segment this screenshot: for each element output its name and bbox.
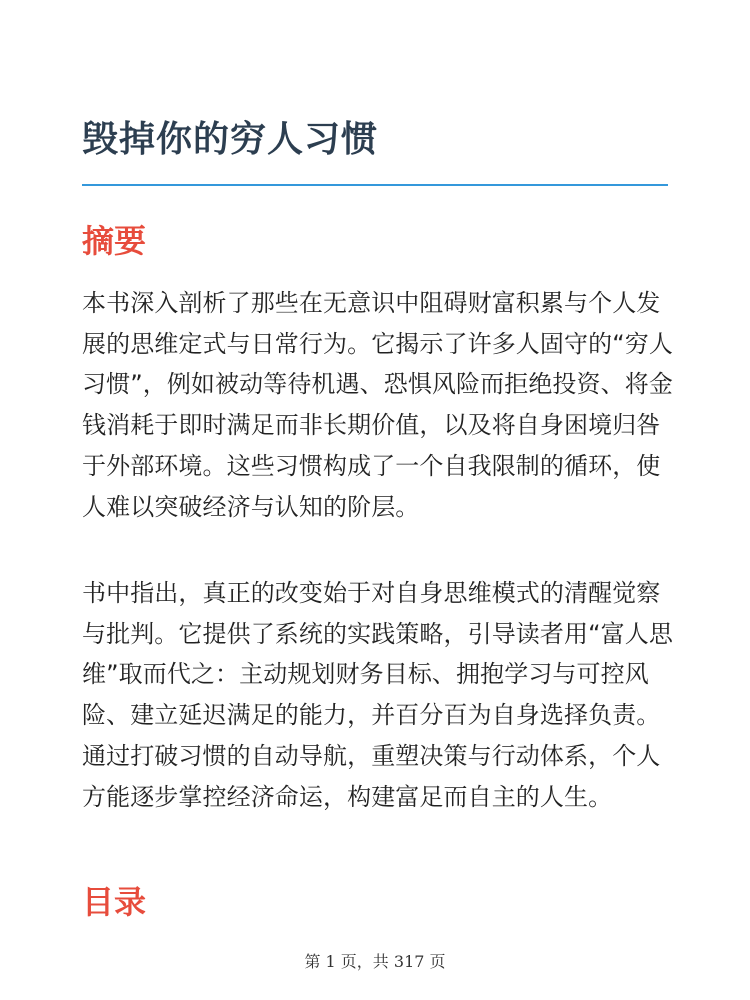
title-divider [82, 184, 668, 186]
summary-paragraph-1: 本书深入剖析了那些在无意识中阻碍财富积累与个人发展的思维定式与日常行为。它揭示了许多人固守的“穷人习惯”，例如被动等待机遇、恐惧风险而拒绝投资、将金钱消耗于即时满足而非长期价值，以及将自身困境归咎于外部环境。这些习惯构成了一个自我限制的循环，使人难以突破经济与认知的阶层。 [82, 289, 673, 521]
document-title: 毁掉你的穷人习惯 [82, 119, 379, 160]
toc-heading: 目录 [82, 883, 147, 921]
page-number-footer: 第 1 页，共 317 页 [304, 952, 446, 971]
summary-paragraph-2: 书中指出，真正的改变始于对自身思维模式的清醒觉察与批判。它提供了系统的实践策略，引导读者用“富人思维”取而代之：主动规划财务目标、拥抱学习与可控风险、建立延迟满足的能力，并百分百为自身选择负责。通过打破习惯的自动导航，重塑决策与行动体系，个人方能逐步掌控经济命运，构建富足而自主的人生。 [82, 579, 673, 811]
summary-heading: 摘要 [82, 222, 147, 260]
